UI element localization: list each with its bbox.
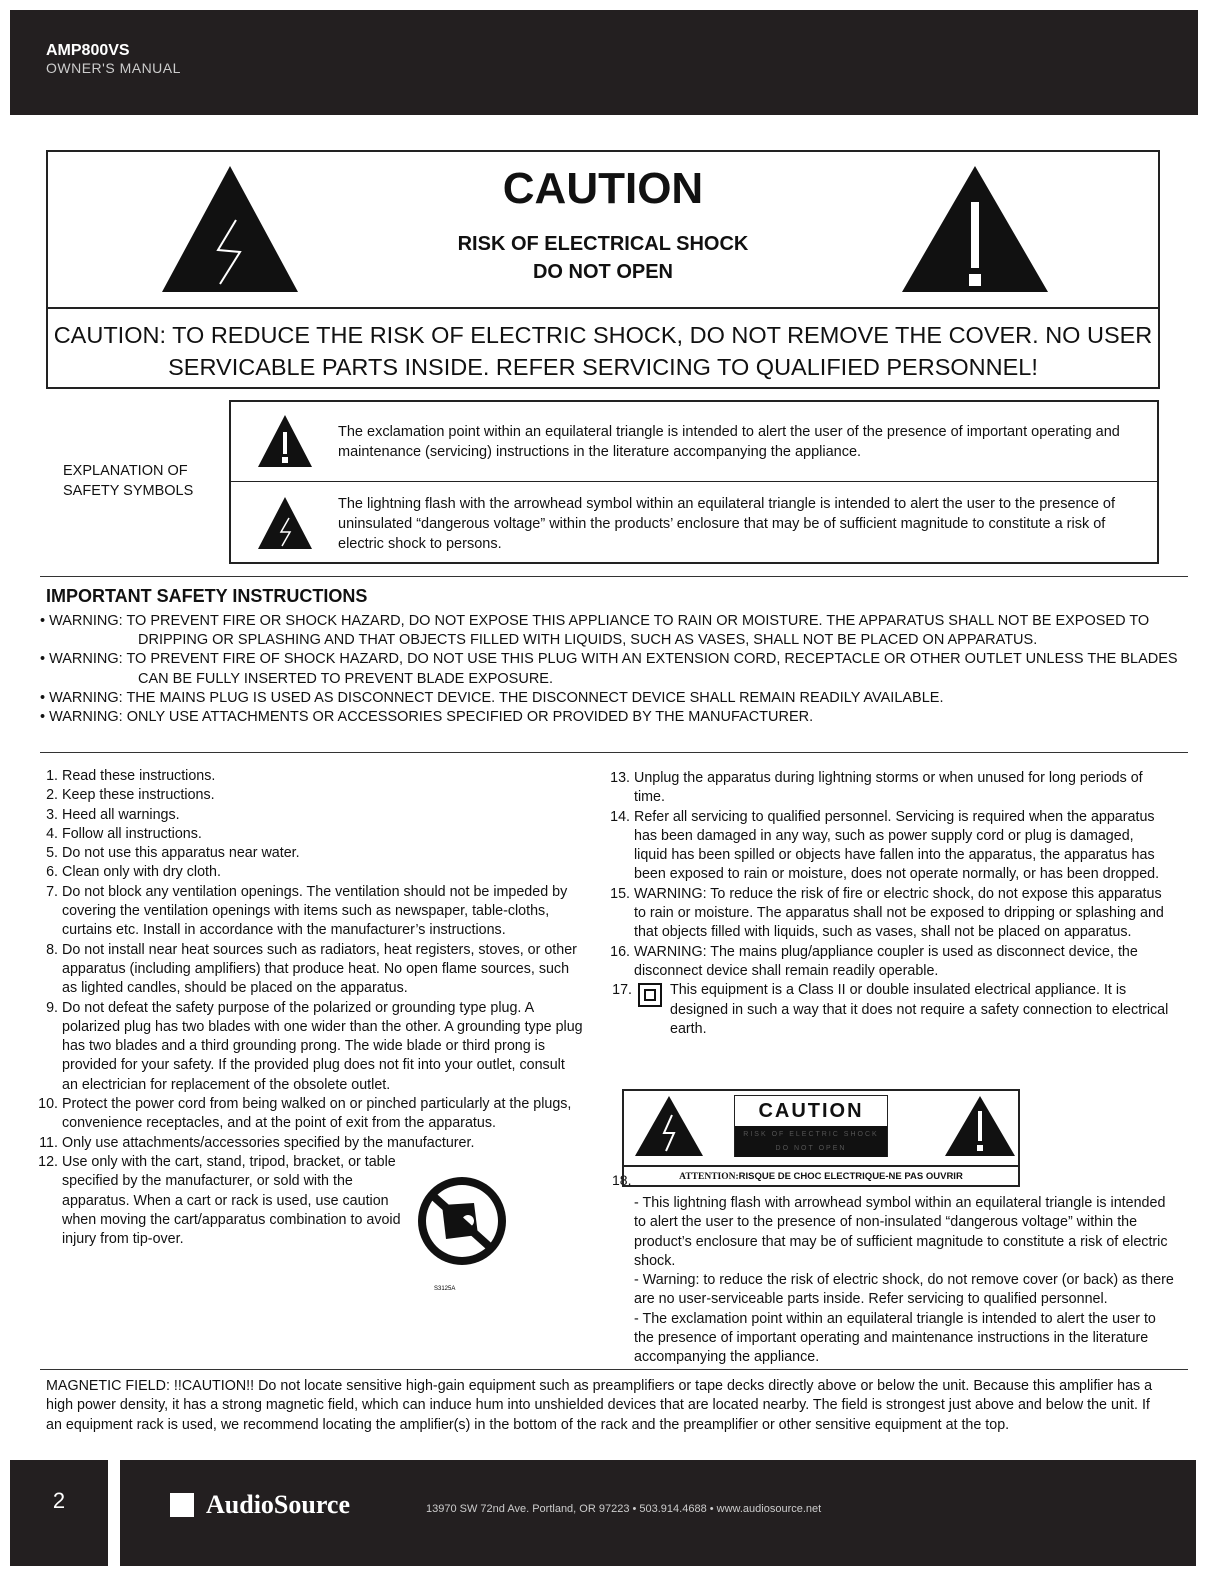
symbols-label-line2: SAFETY SYMBOLS [63, 483, 194, 499]
instruction-item [38, 1153, 408, 1249]
item-text: Only use attachments/accessories specified by the manufacturer. [62, 1134, 475, 1151]
exclamation-triangle-icon [257, 414, 313, 468]
caution-label-image [622, 1089, 1020, 1187]
company-address: 13970 SW 72nd Ave. Portland, OR 97223 • 503.914.4688 • www.audiosource.net [426, 1503, 822, 1515]
section-heading: IMPORTANT SAFETY INSTRUCTIONS [46, 586, 368, 606]
page-number: 2 [10, 1460, 108, 1566]
item-number: 10. [38, 1096, 58, 1113]
instruction-item [610, 808, 1170, 885]
item-text: Do not use this apparatus near water. [62, 845, 300, 862]
instruction-item [610, 943, 1170, 982]
lightning-triangle-icon [160, 164, 300, 294]
item-number: 4. [46, 825, 58, 842]
attention-label: ATTENTION: [679, 1172, 739, 1182]
note: - The exclamation point within an equilateral triangle is intended to alert the user to the presence of important operating and maintenance instructions in the literature accompanying the appliance. [634, 1310, 1156, 1366]
item-text: Do not defeat the safety purpose of the polarized or grounding type plug. A polarized plug has two blades with one wider than the other. A grounding type plug has two blades and a third grounding prong. The wide blade or third prong is provided for your safety. If the provided plug does not fit into your outlet, consult an electrician for replacement of the obsolete outlet. [62, 999, 583, 1093]
item-text: Use only with the cart, stand, tripod, bracket, or table specified by the manufacturer, or sold with the apparatus. When a cart or rack is used, use caution when moving the cart/apparatus combination to avoid injury from tip-over. [62, 1153, 401, 1248]
item-text: Do not block any ventilation openings. The ventilation should not be impeded by covering the ventilation openings with items such as newspaper, table-cloths, curtains etc. Install in accordance with the manufacturer’s instructions. [62, 883, 568, 939]
instruction-item [38, 767, 583, 786]
item-number: 6. [46, 864, 58, 881]
warning-item: • WARNING: ONLY USE ATTACHMENTS OR ACCESSORIES SPECIFIED OR PROVIDED BY THE MANUFACTURER. [40, 709, 814, 726]
cart-warning-icon [412, 1165, 512, 1295]
item-number: 16. [610, 943, 630, 960]
model-name: AMP800VS [46, 42, 130, 59]
divider [40, 752, 1188, 753]
instruction-item [610, 981, 1170, 1039]
brand-logo [170, 1490, 350, 1520]
item-text: Keep these instructions. [62, 787, 215, 804]
caution-subtitle-1: RISK OF ELECTRICAL SHOCK [457, 233, 749, 255]
warning-item: • WARNING: TO PREVENT FIRE OF SHOCK HAZARD, DO NOT USE THIS PLUG WITH AN EXTENSION CORD, RECEPTACLE OR OTHER OUTLET UNLESS THE BLADES CAN BE FULLY INSERTED TO PREVENT BLADE EXPOSURE. [40, 651, 1178, 687]
item-number: 15. [610, 885, 630, 902]
exclamation-triangle-icon [944, 1095, 1016, 1157]
item-number: 17. [612, 982, 632, 999]
caution-notice: CAUTION: TO REDUCE THE RISK OF ELECTRIC SHOCK, DO NOT REMOVE THE COVER. NO USER SERVICABLE PARTS INSIDE. REFER SERVICING TO QUALIFIED PERSONNEL! [53, 322, 1153, 380]
note: - Warning: to reduce the risk of electric shock, do not remove cover (or back) as there are no user-serviceable parts inside. Refer servicing to qualified personnel. [634, 1272, 1174, 1308]
item-text: Refer all servicing to qualified personnel. Servicing is required when the apparatus has been damaged in any way, such as power supply cord or plug is damaged, liquid has been spilled or objects have fallen into the apparatus, the apparatus has been exposed to rain or moisture, does not operate normally, or has been dropped. [634, 808, 1160, 883]
item-text: Read these instructions. [62, 768, 216, 784]
instructions-right-column [610, 769, 1170, 1039]
item-text: Do not install near heat sources such as radiators, heat registers, stoves, or other apparatus (including amplifiers) that produce heat. No open flame sources, such as lighted candles, should be placed on the apparatus. [62, 941, 577, 997]
label-line-2: DO NOT OPEN [775, 1145, 847, 1152]
instruction-item [38, 863, 583, 882]
item-text: Clean only with dry cloth. [62, 864, 221, 881]
instruction-item [610, 885, 1170, 943]
item-number: 11. [39, 1134, 58, 1151]
caution-subtitle-2: DO NOT OPEN [532, 261, 673, 283]
caution-box [46, 150, 1160, 389]
item-number: 9. [46, 999, 58, 1016]
item-text: WARNING: To reduce the risk of fire or electric shock, do not expose this apparatus to rain or moisture. The apparatus shall not be exposed to dripping or splashing and that objects filled with liquids, such as vases, shall not be placed on apparatus. [634, 885, 1164, 941]
item-number: 3. [46, 806, 58, 823]
symbols-label [63, 461, 193, 501]
item-number: 7. [46, 883, 58, 900]
instruction-item [38, 1095, 583, 1134]
item-text: Follow all instructions. [62, 825, 202, 842]
symbols-label-line1: EXPLANATION OF [63, 463, 188, 479]
item-number: 1. [46, 768, 58, 784]
instruction-item [38, 883, 583, 941]
instruction-item [38, 786, 583, 805]
item-text: Unplug the apparatus during lightning storms or when unused for long periods of time. [634, 770, 1143, 806]
item-number: 14. [610, 808, 630, 825]
manual-subtitle: OWNER'S MANUAL [46, 60, 181, 76]
warnings-list [40, 612, 1190, 727]
item-number: 8. [46, 941, 58, 958]
warning-item: • WARNING: TO PREVENT FIRE OR SHOCK HAZARD, DO NOT EXPOSE THIS APPLIANCE TO RAIN OR MOISTURE. THE APPARATUS SHALL NOT BE EXPOSED TO DRIPPING OR SPLASHING AND THAT OBJECTS FILLED WITH LIQUIDS, SUCH AS VASES, SHALL NOT BE PLACED ON APPARATUS. [40, 613, 1150, 649]
note: - This lightning flash with arrowhead symbol within an equilateral triangle is intended to alert the user to the presence of non-insulated “dangerous voltage” within the product’s enclosure that may be of sufficient magnitude to constitute a risk of electric shock. [634, 1195, 1168, 1269]
cart-code: S3125A [434, 1286, 456, 1292]
caution-title: CAUTION [502, 164, 704, 213]
double-insulated-icon [638, 983, 662, 1007]
instruction-item [38, 999, 583, 1095]
item-number: 12. [38, 1153, 58, 1170]
label-caution-title: CAUTION [758, 1100, 864, 1122]
item-text: Protect the power cord from being walked on or pinched particularly at the plugs, convenience receptacles, and at the point of exit from the apparatus. [62, 1096, 572, 1132]
item-number: 13. [610, 770, 630, 786]
item-18-number: 18. [612, 1172, 632, 1188]
brand-name: AudioSource [206, 1490, 350, 1519]
magnetic-field-notice: MAGNETIC FIELD: !!CAUTION!! Do not locate sensitive high-gain equipment such as preamplifiers or tape decks directly above or below the unit. Because this amplifier has a high power density, it has a strong magnetic field, which can induce hum into unshielded devices that are located nearby. The field is strongest just above and below the unit. If an equipment rack is used, we recommend locating the amplifier(s) in the bottom of the rack and the preamplifier or other sensitive equipment at the top. [46, 1378, 1153, 1433]
instruction-item [38, 1134, 583, 1153]
item-number: 5. [46, 845, 58, 862]
page-footer [120, 1460, 1196, 1566]
lightning-explanation: The lightning flash with the arrowhead symbol within an equilateral triangle is intended to alert the user to the presence of uninsulated “dangerous voltage” within the products’ enclosure that may be of sufficient magnitude to constitute a risk of electric shock to persons. [338, 496, 1116, 552]
instruction-item [38, 844, 583, 863]
attention-text: RISQUE DE CHOC ELECTRIQUE-NE PAS OUVRIR [738, 1171, 963, 1182]
item-text: This equipment is a Class II or double insulated electrical appliance. It is designed in such a way that it does not require a safety connection to electrical earth. [670, 982, 1169, 1037]
logo-square-icon [170, 1493, 194, 1517]
instruction-item [38, 806, 583, 825]
lightning-triangle-icon [634, 1095, 704, 1157]
instruction-item [610, 769, 1170, 808]
item-text: WARNING: The mains plug/appliance coupler is used as disconnect device, the disconnect device shall remain readily operable. [634, 943, 1138, 979]
item-text: Heed all warnings. [62, 806, 180, 823]
instruction-item [38, 825, 583, 844]
instruction-item [38, 941, 583, 999]
item-number: 2. [46, 787, 58, 804]
exclamation-explanation: The exclamation point within an equilateral triangle is intended to alert the user of the presence of important operating and maintenance (servicing) instructions in the literature accompanying the appliance. [338, 424, 1120, 460]
item-18-notes [634, 1194, 1179, 1368]
label-line-1: RISK OF ELECTRIC SHOCK [743, 1131, 879, 1138]
warning-item: • WARNING: THE MAINS PLUG IS USED AS DISCONNECT DEVICE. THE DISCONNECT DEVICE SHALL REMAIN READILY AVAILABLE. [40, 689, 944, 706]
divider [40, 1369, 1188, 1370]
exclamation-triangle-icon [900, 164, 1050, 294]
page-header [10, 10, 1198, 115]
symbols-box [229, 400, 1159, 564]
lightning-triangle-icon [257, 496, 313, 550]
divider [40, 576, 1188, 577]
